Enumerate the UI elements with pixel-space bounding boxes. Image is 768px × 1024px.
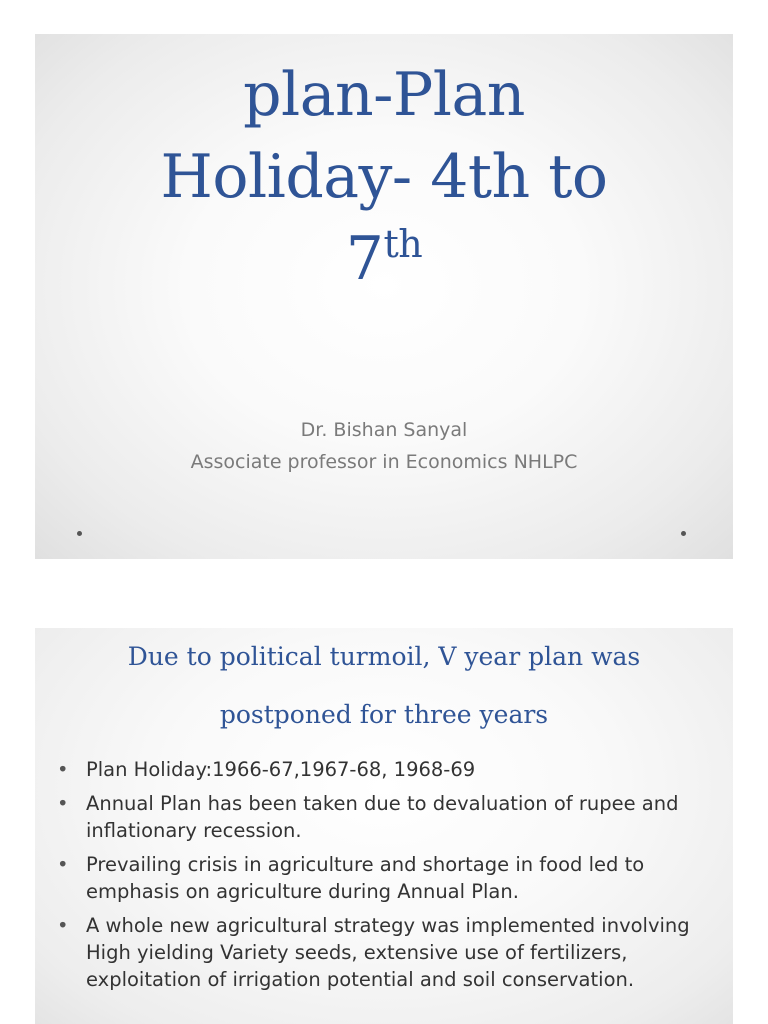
bullet-item [57,851,697,905]
decorative-dot-left [77,531,82,536]
bullet-icon: • [57,758,69,781]
bullet-list [57,756,697,1000]
bullet-text: Prevailing crisis in agriculture and shortage in food led to emphasis on agriculture during Annual Plan. [86,853,645,903]
slide-subtitle [35,414,733,478]
bullet-item [57,912,697,993]
bullet-item [57,790,697,844]
bullet-text: Annual Plan has been taken due to devaluation of rupee and inflationary recession. [86,792,679,842]
bullet-icon: • [57,792,69,815]
slide-title [35,54,733,300]
slide-heading [35,628,733,744]
bullet-item [57,756,697,783]
decorative-dot-right [681,531,686,536]
slide-title-line-2: Holiday- 4th to [160,142,608,212]
content-slide [35,628,733,1024]
bullet-text: A whole new agricultural strategy was implemented involving High yielding Variety seeds, extensive use of fertilizers, exploitation of irrigation potential and soil conservation. [86,914,690,991]
slide-title-ordinal-suffix: th [383,222,423,266]
bullet-icon: • [57,914,69,937]
slide-title-number: 7 [345,224,384,294]
slide-heading-line-2: postponed for three years [219,700,549,729]
bullet-text: Plan Holiday:1966-67,1967-68, 1968-69 [86,758,476,781]
slide-heading-line-1: Due to political turmoil, V year plan was [127,642,641,671]
bullet-icon: • [57,853,69,876]
slide-title-line-3 [35,218,733,300]
slide-title-line-1: plan-Plan [243,60,525,130]
author-name: Dr. Bishan Sanyal [300,419,468,441]
title-slide [35,34,733,559]
author-affiliation: Associate professor in Economics NHLPC [190,451,578,473]
